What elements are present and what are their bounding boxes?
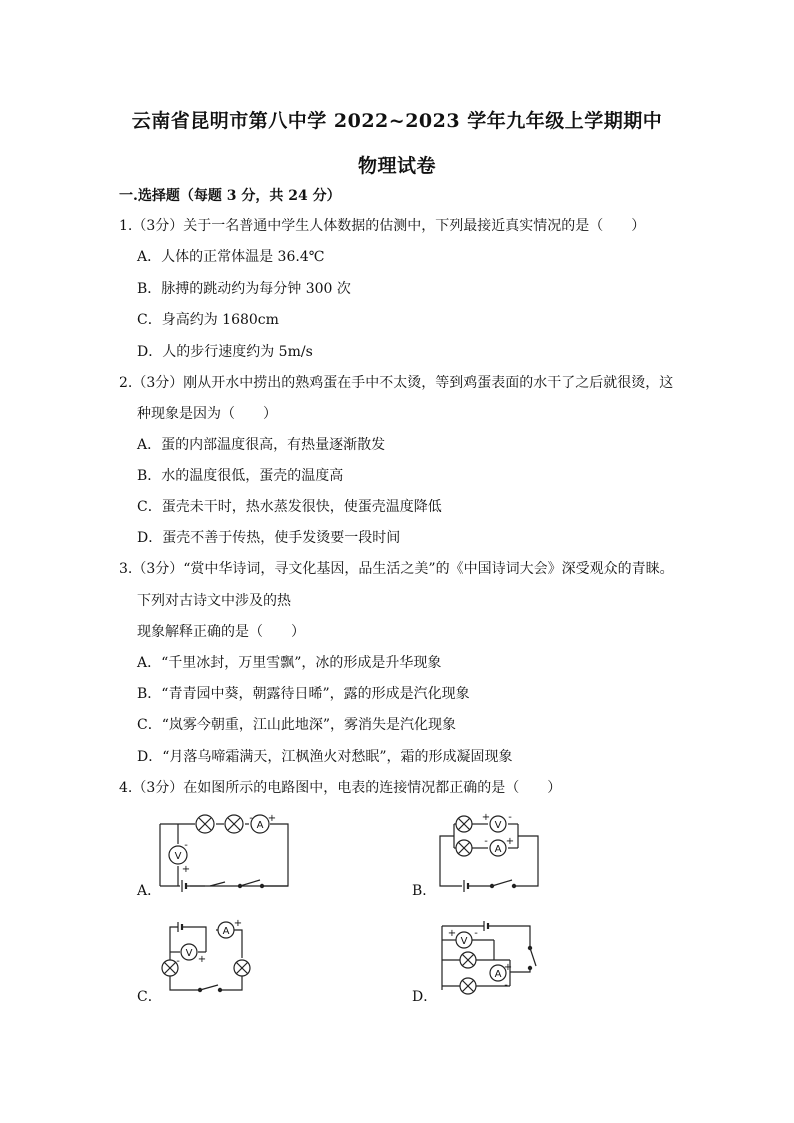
question-stem: 3.（3分）“赏中华诗词，寻文化基因，品生活之美”的《中国诗词大会》深受观众的青睐。 [119,561,674,577]
option-b: B．水的温度很低，蛋壳的温度高 [137,468,344,484]
question-stem: 1.（3分）关于一名普通中学生人体数据的估测中，下列最接近真实情况的是（ ） [119,218,646,234]
svg-text:-: - [249,813,253,824]
circuit-diagram-d [432,916,552,1000]
svg-text:+: + [447,928,457,939]
svg-text:A: A [494,844,502,855]
question-stem-cont: 现象解释正确的是（ ） [137,624,305,640]
svg-text:V: V [494,820,502,831]
svg-text:-: - [504,980,508,991]
option-b: B．“青青园中葵，朝露待日晞”，露的形成是汽化现象 [137,686,470,702]
svg-text:+: + [505,836,515,847]
circuit-diagram-c [158,918,258,1000]
svg-text:-: - [176,956,180,967]
question-stem-cont: 下列对古诗文中涉及的热 [137,593,291,609]
svg-text:+: + [197,954,207,965]
svg-text:-: - [474,928,478,939]
option-a: A．人体的正常体温是 36.4℃ [137,249,325,265]
option-a: A．“千里冰封，万里雪飘”，冰的形成是升华现象 [137,655,442,671]
option-a: A．蛋的内部温度很高，有热量逐渐散发 [137,437,386,453]
option-d: D． [412,989,438,1005]
option-b: B．脉搏的跳动约为每分钟 300 次 [137,281,351,297]
svg-text:+: + [503,962,513,973]
svg-text:+: + [181,864,191,875]
option-c: C．身高约为 1680cm [137,312,279,328]
circuit-diagram-a [150,812,295,894]
svg-text:A: A [222,926,230,937]
title-line-2: 物理试卷 [357,155,436,177]
question-stem: 4.（3分）在如图所示的电路图中，电表的连接情况都正确的是（ ） [119,780,562,796]
svg-text:V: V [185,948,193,959]
svg-text:A: A [494,969,502,980]
svg-text:+: + [267,813,277,824]
option-c: C． [137,989,162,1005]
option-d: D．蛋壳不善于传热，使手发烫要一段时间 [137,530,401,546]
svg-text:-: - [484,836,488,847]
svg-text:V: V [460,936,468,947]
voltmeter-symbol: V [174,851,182,862]
option-d: D．“月落乌啼霜满天，江枫渔火对愁眠”，霜的形成凝固现象 [137,749,513,765]
section-heading: 一.选择题（每题 3 分，共 24 分） [119,188,341,204]
option-d: D．人的步行速度约为 5m/s [137,344,313,360]
option-b: B． [412,883,437,899]
option-c: C．“岚雾今朝重，江山此地深”，雾消失是汽化现象 [137,717,457,733]
svg-text:-: - [508,812,512,823]
question-stem: 2.（3分）刚从开水中捞出的熟鸡蛋在手中不太烫，等到鸡蛋表面的水干了之后就很烫，这 [119,375,674,391]
option-c: C．蛋壳未干时，热水蒸发很快，使蛋壳温度降低 [137,499,442,515]
svg-text:-: - [184,840,188,851]
ammeter-symbol: A [256,820,264,831]
title-line-1: 云南省昆明市第八中学 2022~2023 学年九年级上学期期中 [131,110,663,132]
circuit-diagram-b [430,808,550,896]
question-stem-cont: 种现象是因为（ ） [137,406,277,422]
option-a: A． [137,883,162,899]
svg-text:+: + [233,918,243,929]
svg-text:+: + [481,812,491,823]
